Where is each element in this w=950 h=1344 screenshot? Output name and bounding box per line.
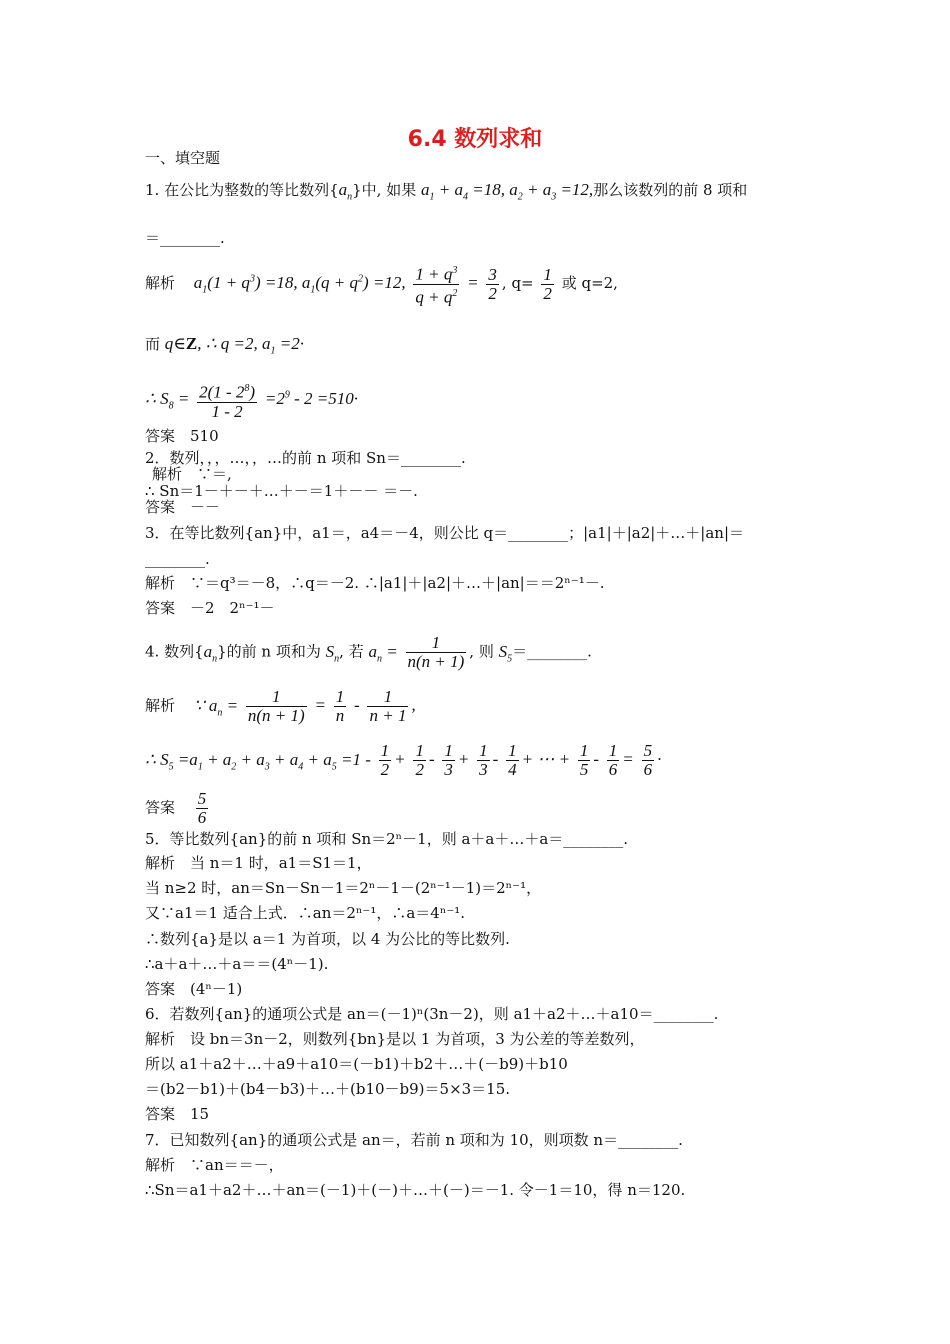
problem-2-solution: 解析 ∵＝, (152, 465, 232, 483)
p1-frac-sum: $\frac{2(1 - 2^8)}{1 - 2}$ (197, 380, 257, 421)
p4-math-sn: $S_n$ (325, 641, 340, 664)
page-title: 6.4 数列求和 (407, 127, 543, 152)
problem-4-sum: ∴ $S_5 =a_1 + a_2 + a_3 + a_4 + a_5 =1$ - $\frac{1}{2}$ + $\frac{1}{2}$ - $\frac{1}{3}$ + $\frac{1}{3}$ - $\frac{1}{4}$ + ⋯ + $\frac{1}{5}$ - $\frac{1}{6}$ = $\frac{5}{6}$ · (145, 741, 662, 779)
problem-4-solution: 解析 ∵ $a_n$ = $\frac{1}{n(n + 1)}$ = $\frac{1}{n}$ - $\frac{1}{n + 1}$ , (145, 687, 416, 725)
problem-3-question: 3．在等比数列{an}中，a1＝，a4＝－4，则公比 q＝________；|a1|＋|a2|＋…＋|an|＝ (145, 524, 745, 542)
p4-sum-math: ∴ $S_5 =a_1 + a_2 + a_3 + a_4 + a_5 =1$ - (145, 749, 371, 772)
p4-math-an-eq: $a_n$ = (368, 641, 398, 664)
p4-frac-def: $\frac{1}{n(n + 1)}$ (407, 633, 465, 671)
problem-1-sum: ∴ $S_8$ = $\frac{2(1 - 2^8)}{1 - 2}$ $=2^9 - 2 =510\cdot$ (145, 380, 358, 421)
p1-text-c: 那么该数列的前 8 项和 (593, 181, 748, 199)
p1-er-math: q∈Z, ∴ q =2, $a_1 =2\cdot$ (164, 334, 305, 357)
p1-text-b: }中, 如果 (352, 181, 417, 199)
p1-er-label: 而 (145, 335, 161, 353)
problem-6-question: 6．若数列{an}的通项公式是 an＝(－1)ⁿ(3n－2)，则 a1＋a2＋…＋a10＝________. (145, 1005, 719, 1023)
p1-math-cond: $a_1 + a_4 =18$, $a_2 + a_3 =12$, (421, 180, 594, 203)
p1-frac-1-2: $\frac{1}{2}$ (543, 264, 552, 303)
problem-6-solution-2: 所以 a1＋a2＋…＋a9＋a10＝(－b1)＋b2＋…＋(－b9)＋b10 (145, 1055, 568, 1073)
problem-5-solution-2: 当 n≥2 时，an＝Sn－Sn－1＝2ⁿ－1－(2ⁿ⁻¹－1)＝2ⁿ⁻¹， (145, 879, 542, 897)
p4-text-e: ＝________. (512, 642, 592, 661)
p1-sol-math: $a_1(1 + q^3) =18$, $a_1(q + q^2) =12$, (193, 273, 406, 296)
p4-math-an: $a_n$ (203, 641, 218, 664)
p1-text-a: 1. 在公比为整数的等比数列{ (145, 181, 339, 199)
problem-7-question: 7．已知数列{an}的通项公式是 an＝，若前 n 项和为 10，则项数 n＝________. (145, 1131, 683, 1149)
problem-7-solution-1: 解析 ∵an＝＝－， (145, 1156, 284, 1174)
problem-5-solution-5: ∴a＋a＋…＋a＝＝(4ⁿ－1). (145, 955, 329, 973)
problem-5-solution-1: 解析 当 n＝1 时，a1＝S1＝1， (145, 854, 372, 872)
p4-ans-frac: $\frac{5}{6}$ (197, 789, 207, 827)
p4-text-a: 4. 数列{ (145, 642, 204, 661)
problem-5-solution-3: 又∵a1＝1 适合上式．∴an＝2ⁿ⁻¹，∴a＝4ⁿ⁻¹. (145, 904, 466, 922)
problem-5-question: 5．等比数列{an}的前 n 项和 Sn＝2ⁿ－1，则 a＋a＋…＋a＝________. (145, 830, 629, 848)
p1-math-an: $a_n$ (338, 180, 353, 203)
p4-text-c: , 若 (339, 642, 364, 661)
problem-5-solution-4: ∴数列{a}是以 a＝1 为首项，以 4 为公比的等比数列. (145, 930, 510, 948)
p4-frac-1n: $\frac{1}{n}$ (335, 687, 345, 725)
p1-sol-or: 或 q=2, (561, 274, 618, 293)
problem-4-answer (145, 790, 211, 827)
problem-1-answer: 答案 510 (145, 427, 219, 445)
problem-1-question (145, 180, 747, 207)
p4-text-d: , 则 (469, 642, 494, 661)
p4-frac-a: $\frac{1}{n(n + 1)}$ (247, 687, 305, 725)
problem-1-line-er (145, 334, 304, 361)
p1-frac-3-2: $\frac{3}{2}$ (488, 264, 497, 303)
section-heading: 一、填空题 (145, 149, 221, 167)
p1-sol-label: 解析 (145, 274, 176, 293)
problem-1-solution: 解析 $a_1(1 + q^3) =18$, $a_1(q + q^2) =12$, $\frac{1 + q^3}{q + q^2}$ = $\frac{3}{2}$ , q= $\frac{1}{2}$ 或 q=2, (145, 262, 618, 306)
problem-3-solution: 解析 ∵＝q³＝－8，∴q＝－2. ∴|a1|＋|a2|＋…＋|an|＝＝2ⁿ⁻¹－. (145, 574, 605, 592)
problem-5-answer: 答案 (4ⁿ－1) (145, 980, 243, 998)
problem-1-blank: ＝________. (145, 229, 225, 247)
p4-math-s5: $S_5$ (498, 641, 513, 664)
p4-sol-label: 解析 (145, 696, 176, 715)
problem-2-answer: 答案 －－ (145, 498, 221, 516)
problem-2-solution-2: ∴ Sn＝1－＋－＋…＋－＝1＋－－ ＝－. (145, 482, 418, 500)
problem-6-solution-1: 解析 设 bn＝3n－2，则数列{bn}是以 1 为首项，3 为公差的等差数列， (145, 1030, 645, 1048)
problem-6-solution-3: ＝(b2－b1)＋(b4－b3)＋…＋(b10－b9)＝5×3＝15. (145, 1080, 511, 1098)
problem-7-solution-2: ∴Sn＝a1＋a2＋…＋an＝(－1)＋(－)＋…＋(－)＝－1. 令－1＝10，得 n＝120. (145, 1181, 686, 1199)
p4-sol-math: ∵ $a_n$ = (193, 695, 239, 718)
p4-ans-label: 答案 (145, 798, 176, 817)
p4-text-b: }的前 n 项和为 (217, 642, 321, 661)
problem-3-blank: ________. (145, 550, 210, 568)
problem-4-question (145, 634, 592, 671)
problem-3-answer: 答案 －2 2ⁿ⁻¹－ (145, 599, 275, 617)
p1-sol-tail: , q= (501, 274, 534, 293)
problem-2-question: 2．数列，，，…，，…的前 n 项和 Sn＝________. (145, 449, 466, 467)
p4-frac-1n1: $\frac{1}{n + 1}$ (369, 687, 407, 725)
p1-frac-q: $\frac{1 + q^3}{q + q^2}$ (413, 262, 459, 306)
problem-6-answer: 答案 15 (145, 1105, 210, 1123)
p1-sum-math: ∴ $S_8$ = (145, 389, 190, 412)
